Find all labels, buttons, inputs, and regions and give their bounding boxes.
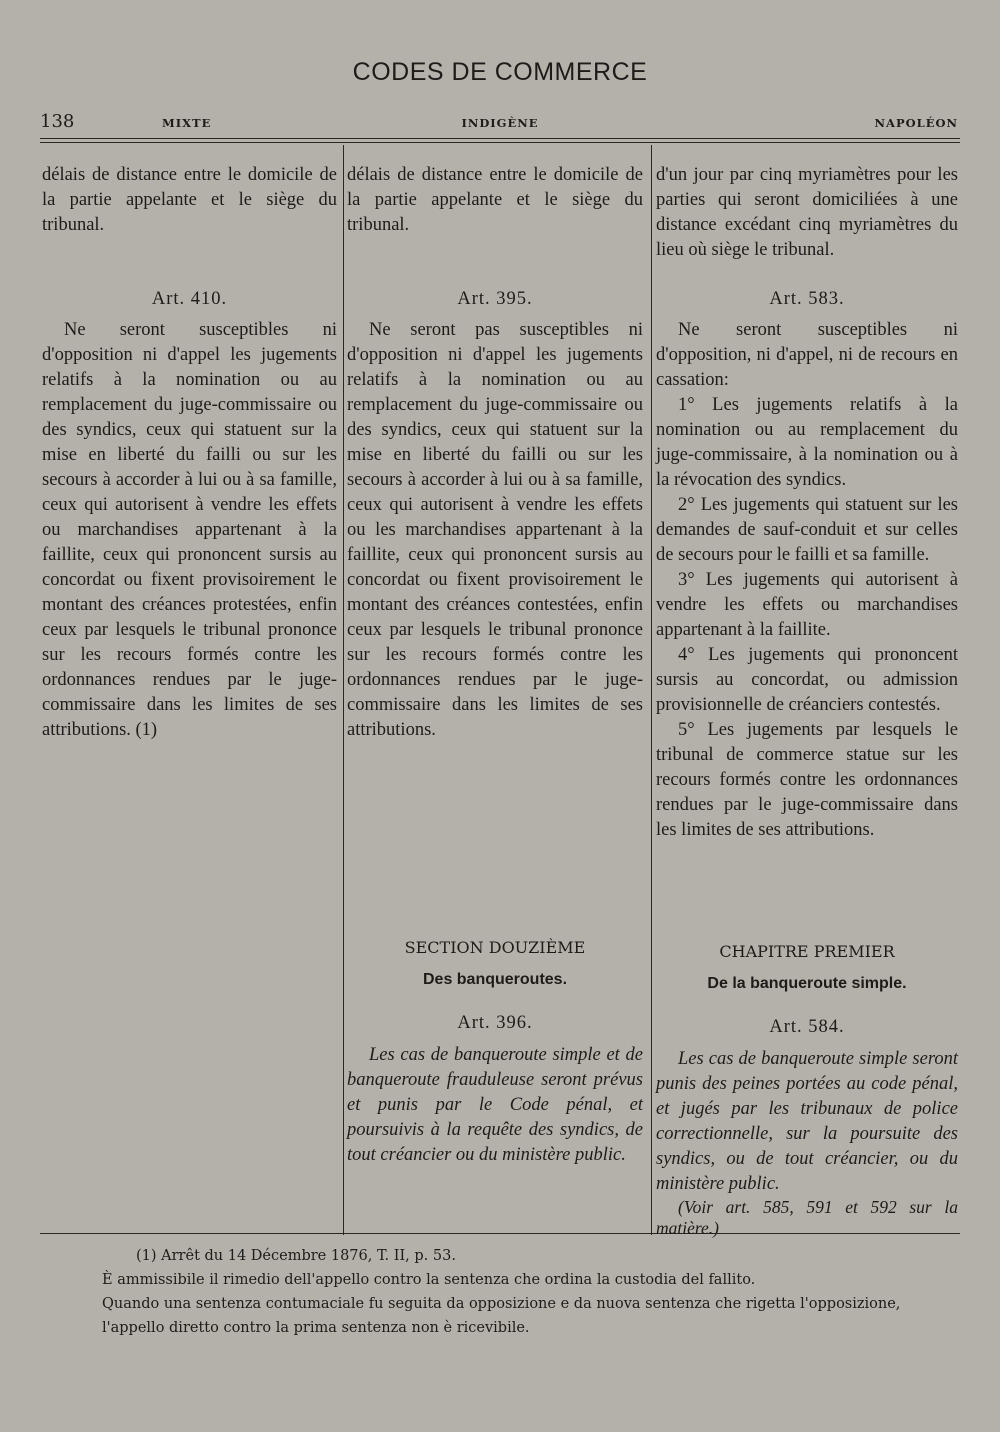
footnote-1: (1) Arrêt du 14 Décembre 1876, T. II, p. 53. (136, 1248, 456, 1264)
col3-item: 1° Les jugements relatifs à la nomination ou au remplacement du juge-commissaire, à la nomination ou à la révocation des syndics. (656, 395, 958, 490)
col3-chapter-heading: CHAPITRE PREMIER (719, 942, 895, 961)
page-title: CODES DE COMMERCE (352, 58, 648, 86)
col3-article-text: Ne seront susceptibles ni d'opposition, ni d'appel, ni de recours en cassation: (656, 320, 958, 390)
col2-section-heading: SECTION DOUZIÈME (404, 938, 586, 957)
col2-article-text-2: Les cas de banqueroute simple et de banqueroute frauduleuse seront prévus et punis par le Code pénal, et poursuivis à la requête des syndics, de tout créancier ou du ministère public. (347, 1045, 643, 1165)
col3-item: 2° Les jugements qui statuent sur les demandes de sauf-conduit et sur celles de secours pour le failli et sa famille. (656, 495, 958, 565)
column-heading-mixte: MIXTE (162, 116, 212, 130)
footnote-2: È ammissibile il rimedio dell'appello contro la sentenza che ordina la custodia del fallito. (102, 1272, 756, 1288)
col3-intro: d'un jour par cinq myriamètres pour les parties qui seront domiciliées à une distance excédant cinq myriamètres du lieu où siège le tribunal. (656, 165, 958, 260)
footnotes (40, 1244, 960, 1340)
col1-article-heading: Art. 410. (151, 289, 228, 309)
col1-article-text: Ne seront susceptibles ni d'opposition ni d'appel les jugements relatifs à la nomination ou au remplacement du juge-commissaire ou des syndics, ceux qui statuent sur la mise en liberté du failli ou sur les secours à accorder à lui ou à sa famille, ceux qui autorisent à vendre les effets ou marchandises appartenant à la faillite, ceux qui prononcent sursis au concordat ou fixent provisoirement le montant des créances protestées, enfin ceux par lesquels le tribunal prononce sur les recours formés contre les ordonnances rendues par le juge-commissaire dans les limites de ses attributions. (1) (42, 320, 337, 740)
col2-intro: délais de distance entre le domicile de la partie appelante et le siège du tribunal. (347, 165, 643, 235)
column-divider (343, 145, 344, 1235)
col3-article-heading-2: Art. 584. (769, 1017, 845, 1037)
running-header (40, 111, 960, 135)
page-number: 138 (40, 111, 75, 132)
column-heading-indigene: INDIGÈNE (461, 116, 539, 130)
col3-article-heading: Art. 583. (769, 289, 845, 309)
col1-intro: délais de distance entre le domicile de la partie appelante et le siège du tribunal. (42, 165, 337, 235)
col2-article-heading-2: Art. 396. (457, 1013, 533, 1033)
header-rule (40, 138, 960, 139)
col2-article-heading: Art. 395. (457, 289, 533, 309)
col3-article-text-2: Les cas de banqueroute simple seront punis des peines portées au code pénal, et jugés par les tribunaux de police correctionnelle, sur la poursuite des syndics, ou de tout créancier, ou du ministère public. (656, 1049, 958, 1194)
col3-item: 3° Les jugements qui autorisent à vendre les effets ou marchandises appartenant à la faillite. (656, 570, 958, 640)
col2-article-text: Ne seront pas susceptibles ni d'opposition ni d'appel les jugements relatifs à la nomination ou au remplacement du juge-commissaire ou des syndics, ceux qui statuent sur la mise en liberté du failli ou sur les secours à accorder à lui ou à sa famille, ceux qui autorisent à vendre les effets ou les marchandises appartenant à la faillite, ceux qui prononcent sursis au concordat ou fixent provisoirement le montant des créances contestées, enfin ceux par lesquels le tribunal prononce sur les recours formés contre les ordonnances rendues par le juge-commissaire dans les limites de ses attributions. (347, 320, 643, 740)
column-napoleon (656, 163, 958, 1238)
column-mixte (42, 163, 337, 1223)
column-heading-napoleon: NAPOLÉON (874, 116, 958, 130)
col3-reference: (Voir art. 585, 591 et 592 sur la matière.) (656, 1197, 958, 1238)
col2-section-title: Des banqueroutes. (422, 971, 568, 988)
footnote-3: Quando una sentenza contumaciale fu seguita da opposizione e da nuova sentenza che rigetta l'opposizione, l'appello diretto contro la prima sentenza non è ricevibile. (102, 1296, 901, 1336)
column-divider (651, 145, 652, 1235)
col3-item: 5° Les jugements par lesquels le tribunal de commerce statue sur les recours formés contre les ordonnances rendues par le juge-commissaire dans les limites de ses attributions. (656, 720, 958, 840)
col3-article-body (656, 318, 958, 843)
header-rule-double (40, 142, 960, 143)
col3-chapter-title: De la banqueroute simple. (707, 975, 907, 992)
col3-item: 4° Les jugements qui prononcent sursis au concordat, ou admission provisionnelle de créanciers contestés. (656, 645, 958, 715)
column-indigene (347, 163, 643, 1223)
